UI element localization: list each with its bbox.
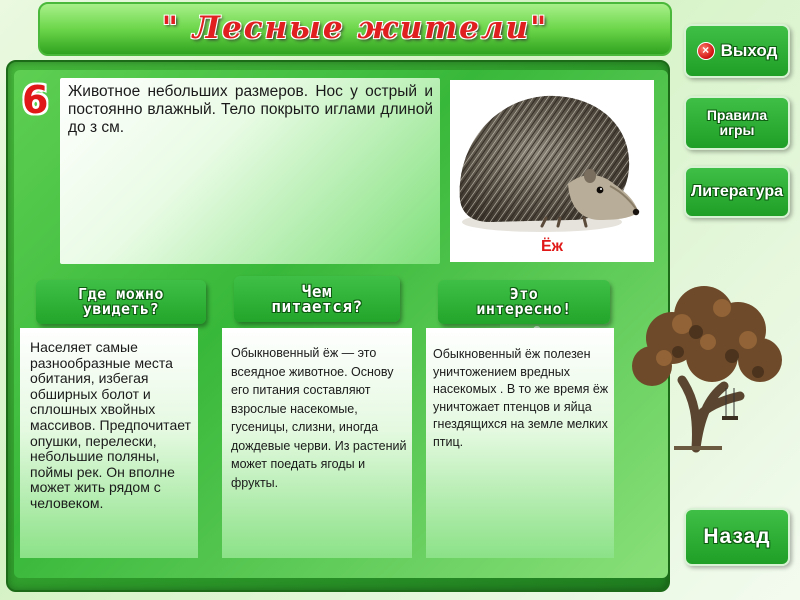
tab-interesting-facts[interactable]: Это интересно!	[438, 280, 610, 324]
answer-label: Ёж	[540, 238, 564, 255]
question-number: 6	[22, 78, 49, 122]
tree-decoration	[612, 268, 800, 458]
hedgehog-image	[450, 80, 654, 262]
back-button[interactable]: Назад	[684, 508, 790, 566]
literature-button[interactable]: Литература	[684, 166, 790, 218]
tab-where-to-see[interactable]: Где можно увидеть?	[36, 280, 206, 324]
diet-text: Обыкновенный ёж — это всеядное животное. Основу его питания составляют взрослые насекомые, гусеницы, слизни, иногда дождевые черви. Из растений может поедать ягоды и фрукты.	[231, 346, 407, 490]
close-icon: ×	[697, 42, 715, 60]
tree-icon	[612, 268, 800, 458]
facts-text: Обыкновенный ёж полезен уничтожением вредных насекомых . В то же время ёж уничтожает птенцов и яйца гнездящихся на земле мелких птиц.	[433, 347, 609, 449]
title-banner	[38, 2, 672, 56]
question-text: Животное небольших размеров. Нос у острый и постоянно влажный. Тело покрыто иглами длиной до з см.	[68, 83, 433, 136]
rules-button[interactable]: Правила игры	[684, 96, 790, 150]
tab-what-it-eats[interactable]: Чем питается?	[234, 276, 400, 322]
page-title: " Лесные жители"	[161, 10, 549, 46]
hedgehog-illustration	[450, 80, 654, 262]
habitat-text: Населяет самые разнообразные места обитания, избегая обширных болот и сплошных хвойных массивов. Предпочитает опушки, перелески, небольшие поляны, поймы рек. Он вполне может жить рядом с человеком.	[30, 339, 191, 511]
exit-button[interactable]	[684, 24, 790, 78]
exit-button-label: Выход	[720, 41, 778, 60]
